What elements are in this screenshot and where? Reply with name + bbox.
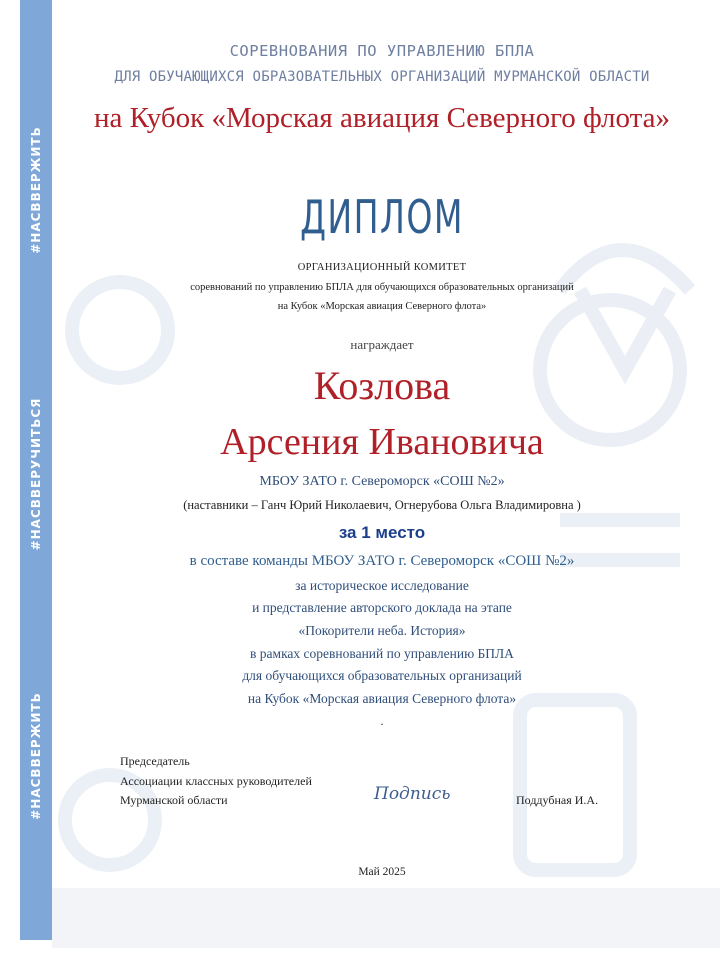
signature-mark: Подпись xyxy=(374,784,451,804)
diploma-title: ДИПЛОМ xyxy=(300,190,464,244)
signatory-name: Поддубная И.А. xyxy=(516,793,599,807)
issue-date: Май 2025 xyxy=(358,866,406,878)
body-line-6: на Кубок «Морская авиация Северного флота» xyxy=(247,691,517,706)
body-line-3: «Покорители неба. История» xyxy=(298,623,466,638)
signatory-title-3: Мурманской области xyxy=(120,793,228,807)
trailing-dot: . xyxy=(380,714,384,728)
committee-line-2: соревнований по управлению БПЛА для обучающихся образовательных организаций xyxy=(190,282,574,293)
header-cup-title: на Кубок «Морская авиация Северного флота» xyxy=(93,102,671,134)
recipient-given-names: Арсения Ивановича xyxy=(220,421,544,463)
body-line-1: за историческое исследование xyxy=(295,578,469,593)
team-line: в составе команды МБОУ ЗАТО г. Североморск «СОШ №2» xyxy=(189,553,575,569)
hashtag-label-top: #НАСВВЕРЖИТЬ xyxy=(29,126,43,254)
committee-line-1: ОРГАНИЗАЦИОННЫЙ КОМИТЕТ xyxy=(297,262,467,273)
committee-line-3: на Кубок «Морская авиация Северного флота» xyxy=(277,301,487,312)
hashtag-label-middle: #НАСВВЕРУЧИТЬСЯ xyxy=(29,397,43,551)
recipient-surname: Козлова xyxy=(313,363,451,408)
body-line-4: в рамках соревнований по управлению БПЛА xyxy=(250,646,514,661)
hashtag-label-bottom: #НАСВВЕРЖИТЬ xyxy=(29,692,43,820)
signatory-title-2: Ассоциации классных руководителей xyxy=(120,774,312,788)
recipient-mentors: (наставники – Ганч Юрий Николаевич, Огнерубова Ольга Владимировна ) xyxy=(183,498,581,512)
signatory-title-1: Председатель xyxy=(120,754,190,768)
body-line-5: для обучающихся образовательных организаций xyxy=(242,668,522,683)
body-line-2: и представление авторского доклада на этапе xyxy=(252,600,512,615)
header-line-2: ДЛЯ ОБУЧАЮЩИХСЯ ОБРАЗОВАТЕЛЬНЫХ ОРГАНИЗАЦИЙ МУРМАНСКОЙ ОБЛАСТИ xyxy=(114,69,650,85)
recipient-school: МБОУ ЗАТО г. Североморск «СОШ №2» xyxy=(259,474,505,489)
header-line-1: СОРЕВНОВАНИЯ ПО УПРАВЛЕНИЮ БПЛА xyxy=(229,42,535,60)
awards-text: награждает xyxy=(350,337,414,352)
diploma-content xyxy=(56,0,708,960)
place-award: за 1 место xyxy=(338,523,426,542)
